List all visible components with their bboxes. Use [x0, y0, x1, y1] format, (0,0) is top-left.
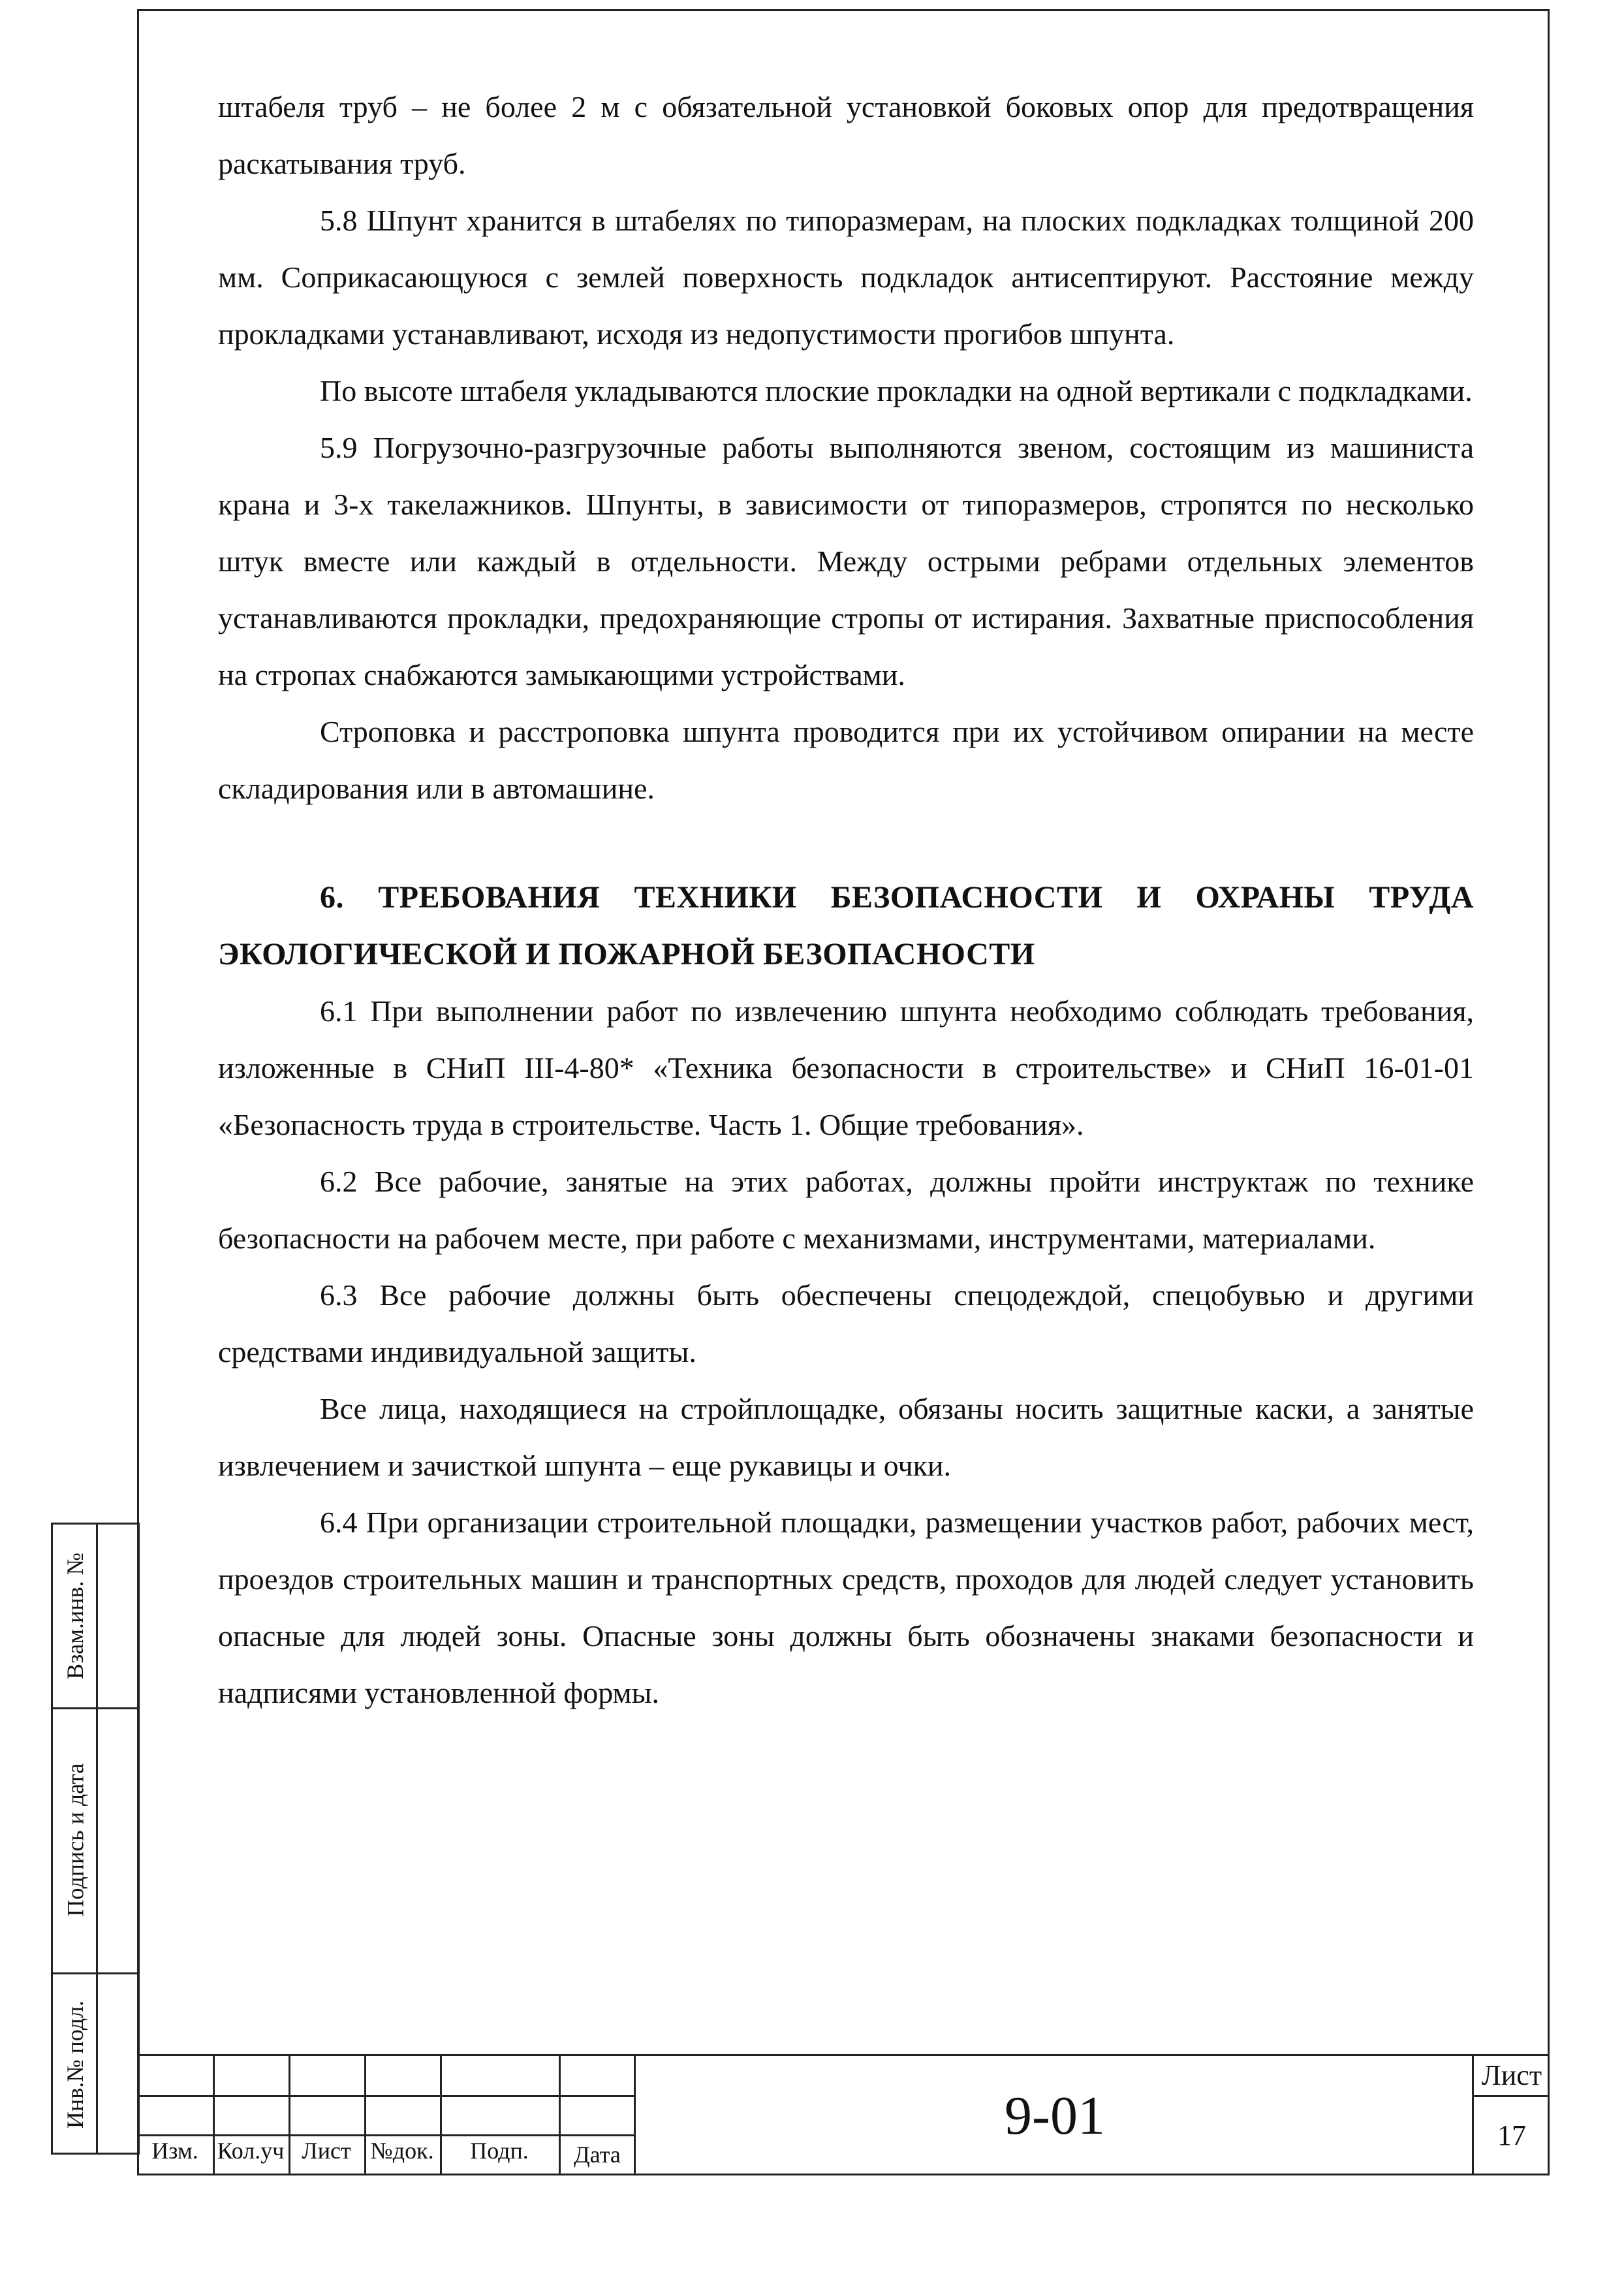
col-header-sheet: Лист: [302, 2138, 351, 2164]
side-label-signature-date: Подпись и дата: [62, 1763, 89, 1917]
paragraph-6-1: 6.1 При выполнении работ по извлечению шпунта необходимо соблюдать требования, изложенные в СНиП III-4-80* «Техника безопасности в строительстве» и СНиП 16-01-01 «Безопасность труда в строительстве. Часть 1. Общие требования».: [218, 994, 1474, 1141]
paragraph-6-2: 6.2 Все рабочие, занятые на этих работах, должны пройти инструктаж по технике безопасности на рабочем месте, при работе с механизмами, инструментами, материалами.: [218, 1165, 1474, 1255]
side-label-orig-inv: Инв.№ подл.: [62, 2000, 88, 2129]
side-cell-replaced-inv: [53, 1525, 138, 1709]
title-block: [137, 2054, 1550, 2175]
col-header-change: Изм.: [151, 2138, 198, 2164]
paragraph-helmets: Все лица, находящиеся на стройплощадке, обязаны носить защитные каски, а занятые извлечением и зачисткой шпунта – еще рукавицы и очки.: [218, 1392, 1474, 1482]
col-header-doc-no: №док.: [370, 2138, 434, 2164]
side-label-replaced-inv: Взам.инв. №: [62, 1553, 88, 1679]
side-cell-orig-inv: [53, 1972, 138, 2157]
paragraph-5-9: 5.9 Погрузочно-разгрузочные работы выполняются звеном, состоящим из машиниста крана и 3-х такелажников. Шпунты, в зависимости от типоразмеров, стропятся по несколько штук вместе или каждый в отдельности. Между острыми ребрами отдельных элементов устанавливаются прокладки, предохраняющие стропы от истирания. Захватные приспособления на стропах снабжаются замыкающими устройствами.: [218, 431, 1474, 691]
sheet-number: 17: [1497, 2119, 1526, 2151]
col-header-date: Дата: [574, 2142, 621, 2168]
revision-table: [137, 2054, 636, 2175]
sheet-label: Лист: [1474, 2056, 1550, 2097]
paragraph-6-4: 6.4 При организации строительной площадки, размещении участков работ, рабочих мест, проездов строительных машин и транспортных средств, проходов для людей следует установить опасные для людей зоны. Опасные зоны должны быть обозначены знаками безопасности и надписями установленной формы.: [218, 1506, 1474, 1709]
paragraph-slinging: Строповка и расстроповка шпунта проводится при их устойчивом опирании на месте складирования или в автомашине.: [218, 715, 1474, 805]
col-header-signature: Подп.: [470, 2138, 529, 2164]
section-6-heading: 6. ТРЕБОВАНИЯ ТЕХНИКИ БЕЗОПАСНОСТИ И ОХРАНЫ ТРУДА ЭКОЛОГИЧЕСКОЙ И ПОЖАРНОЙ БЕЗОПАСНОСТИ: [218, 880, 1474, 972]
col-header-count: Кол.уч: [217, 2138, 285, 2164]
paragraph-stack-height: По высоте штабеля укладываются плоские прокладки на одной вертикали с подкладками.: [320, 374, 1473, 407]
paragraph-6-3: 6.3 Все рабочие должны быть обеспечены спецодеждой, спецобувью и другими средствами индивидуальной защиты.: [218, 1278, 1474, 1368]
sheet-box: [1472, 2054, 1550, 2175]
document-code: 9-01: [636, 2054, 1474, 2175]
document-body: [218, 78, 1474, 1721]
side-cell-signature-date: [53, 1707, 138, 1974]
paragraph-5-8: 5.8 Шпунт хранится в штабелях по типоразмерам, на плоских подкладках толщиной 200 мм. Соприкасающуюся с землей поверхность подкладок антисептируют. Расстояние между прокладками устанавливают, исходя из недопустимости прогибов шпунта.: [218, 204, 1474, 351]
paragraph-pipes-stack: штабеля труб – не более 2 м с обязательной установкой боковых опор для предотвращения раскатывания труб.: [218, 90, 1474, 180]
side-stamp: [51, 1523, 140, 2155]
